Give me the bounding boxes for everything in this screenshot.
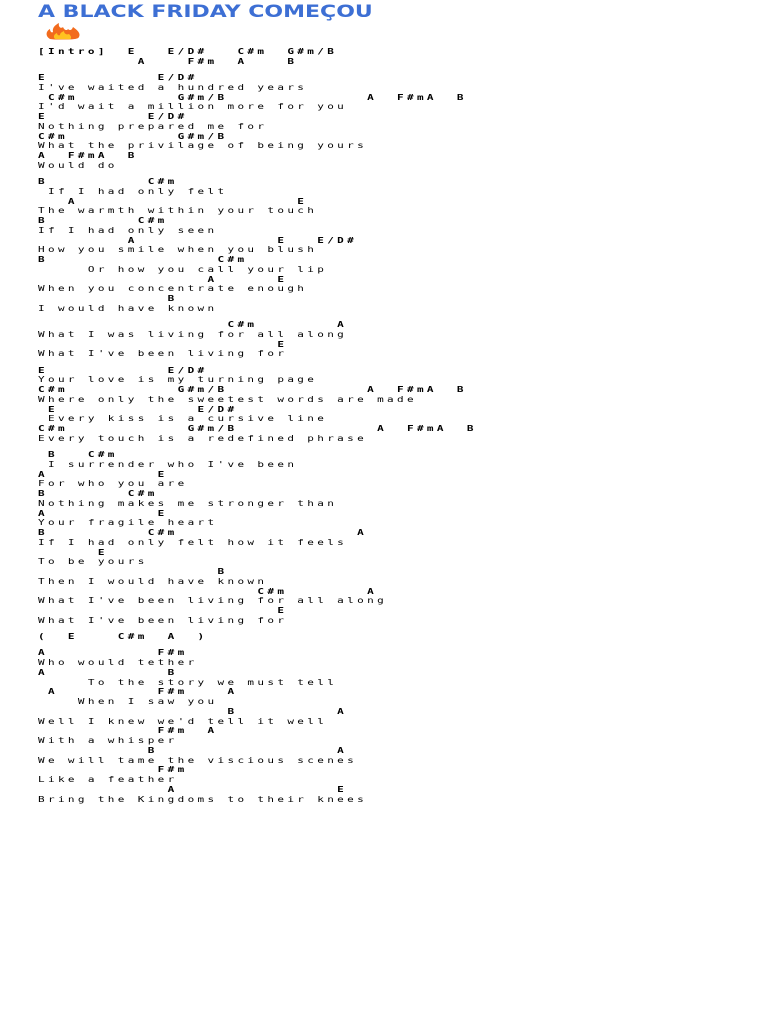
chord-text: B C#m	[38, 450, 118, 460]
chord-line	[38, 152, 738, 162]
chord-text: F#m A	[38, 726, 218, 736]
chord-line	[38, 74, 738, 84]
chord-text: A F#m A B	[38, 57, 298, 66]
page-title: A BLACK FRIDAY COMEÇOU	[38, 2, 373, 22]
lyric-text: If I had only seen	[38, 226, 218, 235]
lyric-line	[38, 162, 738, 172]
lyric-text: Every kiss is a cursive line	[38, 414, 328, 424]
chord-line	[38, 747, 738, 757]
lyric-line	[38, 142, 738, 152]
chord-line	[38, 58, 738, 68]
chord-text: C#m G#m/B A F#mA B	[38, 424, 477, 434]
chord-line	[38, 568, 738, 578]
lyric-text: If I had only felt how it feels	[38, 538, 348, 547]
chord-text: C#m G#m/B	[38, 131, 228, 141]
lyric-text: When you concentrate enough	[38, 284, 308, 294]
chord-text: E E/D#	[38, 112, 188, 122]
chord-line	[38, 669, 738, 679]
chord-text: B A	[38, 707, 348, 716]
lyric-text: I'd wait a million more for you	[38, 102, 348, 112]
lyric-text: Bring the Kingdoms to their knees	[38, 794, 368, 804]
fire-icon	[44, 22, 88, 40]
chord-text: E E/D#	[38, 73, 198, 83]
lyric-text: When I saw you	[38, 697, 218, 707]
lyric-text: With a whisper	[38, 736, 178, 746]
lyric-line	[38, 617, 738, 627]
lyric-line	[38, 737, 738, 747]
chord-text: F#m	[38, 765, 188, 775]
lyric-line	[38, 698, 738, 708]
chord-text: B C#m A	[38, 528, 368, 538]
chord-line	[38, 425, 738, 435]
chord-line	[38, 490, 738, 500]
chord-text: A E	[38, 785, 348, 794]
chord-text: C#m G#m/B A F#mA B	[38, 385, 467, 395]
chord-text: B C#m	[38, 216, 168, 226]
lyric-text: If I had only felt	[38, 187, 228, 196]
lyric-line	[38, 461, 738, 471]
lyric-text: Well I knew we'd tell it well	[38, 716, 328, 726]
lyric-text: Every touch is a redefined phrase	[38, 434, 368, 443]
chord-line	[38, 607, 738, 617]
chord-text: A E E/D#	[38, 235, 358, 245]
chord-text: B C#m	[38, 489, 158, 499]
chord-text: A B	[38, 668, 178, 677]
lyric-line	[38, 84, 738, 94]
lyric-text: What I was living for all along	[38, 330, 348, 339]
lyric-text: What I've been living for	[38, 616, 288, 625]
chord-text: ( E C#m A )	[38, 632, 208, 642]
lyric-line	[38, 396, 738, 406]
lyric-text: How you smile when you blush	[38, 245, 318, 255]
chord-text: C#m G#m/B A F#mA B	[38, 92, 467, 102]
chord-line	[38, 386, 738, 396]
chord-line	[38, 529, 738, 539]
lyric-line	[38, 500, 738, 510]
chord-text: A E	[38, 196, 308, 206]
chord-line	[38, 48, 738, 58]
lyric-line	[38, 350, 738, 360]
chord-text: B	[38, 567, 228, 577]
lyric-line	[38, 776, 738, 786]
lyric-text: Like a feather	[38, 775, 178, 785]
chord-text: [Intro] E E/D# C#m G#m/B	[38, 47, 338, 57]
chord-text: E	[38, 339, 288, 349]
lyric-text: What the privilage of being yours	[38, 141, 368, 151]
lyric-text: I would have known	[38, 304, 218, 313]
chord-line	[38, 633, 738, 643]
chord-line	[38, 786, 738, 796]
lyric-line	[38, 539, 738, 549]
lyric-text: Would do	[38, 161, 118, 170]
lyric-line	[38, 578, 738, 588]
lyric-line	[38, 266, 738, 276]
lyric-text: Then I would have known	[38, 577, 268, 586]
chord-line	[38, 295, 738, 305]
lyric-text: Your love is my turning page	[38, 375, 318, 385]
lyric-text: The warmth within your touch	[38, 206, 318, 216]
lyric-text: I surrender who I've been	[38, 460, 298, 469]
lyric-line	[38, 227, 738, 237]
lyric-line	[38, 123, 738, 133]
chord-text: B A	[38, 746, 348, 755]
chord-text: B	[38, 294, 178, 304]
lyric-line	[38, 796, 738, 806]
chord-line	[38, 113, 738, 123]
chord-text: E	[38, 547, 108, 557]
lyric-text: Or how you call your lip	[38, 265, 328, 274]
chord-text: A E	[38, 274, 288, 284]
lyric-line	[38, 188, 738, 198]
chord-text: B C#m	[38, 255, 248, 265]
lyric-text: Nothing prepared me for	[38, 122, 268, 131]
chord-text: E E/D#	[38, 365, 208, 375]
chord-text: A E	[38, 508, 168, 518]
lyric-line	[38, 331, 738, 341]
chord-line	[38, 321, 738, 331]
chord-text: B C#m	[38, 177, 178, 187]
chord-line	[38, 451, 738, 461]
chord-text: E	[38, 606, 288, 616]
chord-text: E E/D#	[38, 404, 238, 414]
lyric-text: We will tame the viscious scenes	[38, 755, 358, 765]
lyric-text: What I've been living for	[38, 349, 288, 359]
chord-line	[38, 178, 738, 188]
lyric-text: Where only the sweetest words are made	[38, 395, 417, 404]
chord-text: A E	[38, 469, 168, 479]
lyric-text: What I've been living for all along	[38, 596, 388, 606]
chord-sheet	[38, 48, 738, 805]
lyric-text: To the story we must tell	[38, 677, 338, 687]
lyric-line	[38, 305, 738, 315]
chord-text: A F#mA B	[38, 151, 138, 161]
lyric-line	[38, 659, 738, 669]
chord-line	[38, 217, 738, 227]
lyric-text: I've waited a hundred years	[38, 83, 308, 92]
chord-text: C#m A	[38, 320, 348, 330]
chord-text: A F#m A	[38, 687, 238, 697]
chord-line	[38, 256, 738, 266]
lyric-text: Who would tether	[38, 658, 198, 668]
lyric-line	[38, 435, 738, 445]
lyric-text: Your fragile heart	[38, 518, 218, 528]
chord-text: C#m A	[38, 586, 378, 596]
chord-line	[38, 708, 738, 718]
lyric-text: To be yours	[38, 557, 148, 567]
chord-text: A F#m	[38, 648, 188, 658]
lyric-text: Nothing makes me stronger than	[38, 499, 338, 508]
lyric-text: For who you are	[38, 479, 188, 489]
